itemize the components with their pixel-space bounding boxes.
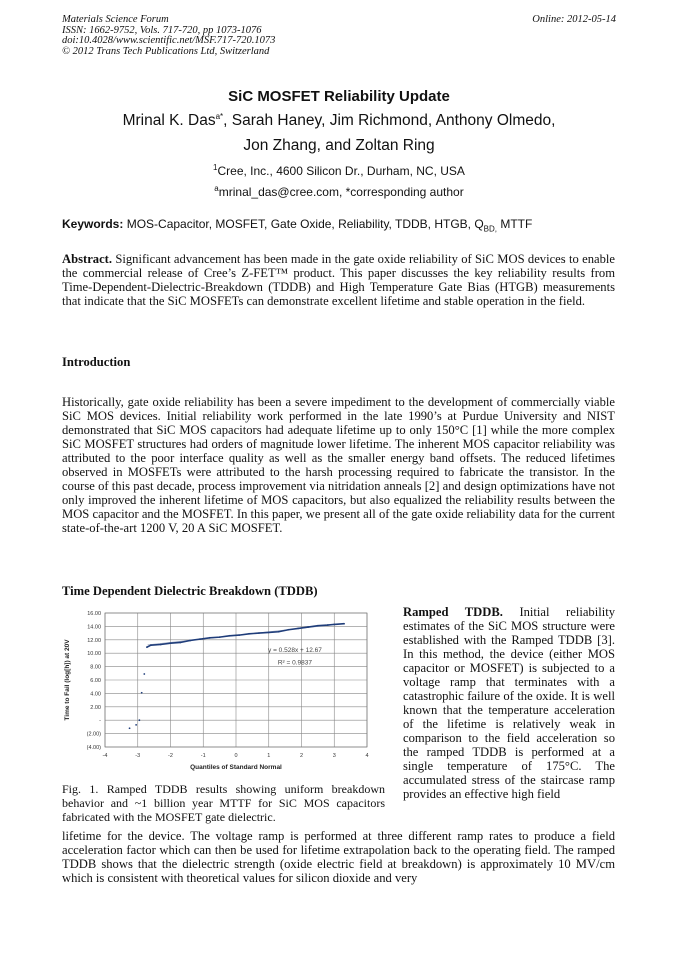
data-point (150, 644, 152, 646)
author-sup: a* (215, 112, 224, 121)
keywords-sub: BD, (483, 224, 498, 234)
keywords-tail: MTTF (497, 217, 533, 231)
abstract-label: Abstract. (62, 252, 113, 266)
y-tick-label: 2.00 (90, 704, 101, 711)
affiliation-text: Cree, Inc., 4600 Silicon Dr., Durham, NC, USA (217, 164, 465, 178)
data-point (278, 631, 280, 633)
data-point (297, 628, 299, 630)
authors-line-2: Jon Zhang, and Zoltan Ring (243, 137, 435, 154)
data-point (138, 719, 140, 721)
email-sup: a (214, 184, 219, 193)
data-point (343, 623, 345, 625)
ramped-tddb-body: Initial reliability estimates of the SiC MOS structure were established with the Ramped TDDB [3]. In this method, the device (either MOS capacitor or MOSFET) is subjected to a voltage ramp that terminates with a catastrophic failure of the oxide. It is well known that the temperature acceleration of the lifetime is relatively weak in comparison to the field acceleration so the ramped TDDB is performed at a single temperature of 175°C. The accumulated stress of the staircase ramp provides an effective high field (403, 605, 615, 801)
data-point (143, 673, 145, 675)
ramped-tddb-label: Ramped TDDB. (403, 605, 503, 619)
affiliation-sup: 1 (213, 163, 218, 172)
x-tick-label: -4 (102, 753, 108, 759)
copyright: © 2012 Trans Tech Publications Ltd, Switzerland (62, 45, 270, 57)
data-point (333, 623, 335, 625)
data-point (238, 634, 240, 636)
data-point (146, 646, 148, 648)
x-tick-label: 1 (267, 753, 271, 759)
y-tick-label: 14.00 (87, 624, 101, 631)
y-axis-label: Time to Fail (log[h]) at 20V (64, 639, 71, 721)
data-point (160, 644, 162, 646)
y-tick-label: - (99, 718, 101, 725)
x-tick-label: 3 (332, 753, 336, 759)
data-point (170, 642, 172, 644)
ramped-tddb-text (403, 605, 615, 801)
online-date: Online: 2012-05-14 (532, 14, 616, 25)
data-point (258, 632, 260, 634)
x-tick-label: 0 (234, 753, 238, 759)
y-tick-label: (2.00) (86, 731, 101, 738)
data-point (219, 636, 221, 638)
data-point (141, 692, 143, 694)
keywords (62, 217, 532, 233)
running-header (62, 15, 275, 57)
data-point (248, 633, 250, 635)
data-point (189, 640, 191, 642)
trendline-equation: y = 0.528x + 12.67 (268, 646, 322, 654)
data-point (327, 624, 329, 626)
data-point (129, 727, 131, 729)
journal-name: Materials Science Forum (62, 14, 169, 25)
y-tick-label: 6.00 (90, 678, 101, 684)
y-tick-label: 12.00 (87, 637, 101, 644)
figure-caption: Fig. 1. Ramped TDDB results showing uniform breakdown behavior and ~1 billion year MTTF for SiC MOS capacitors fabricated with the MOSFET gate dielectric. (62, 782, 385, 824)
tddb-heading: Time Dependent Dielectric Breakdown (TDDB) (62, 584, 318, 598)
y-tick-label: 4.00 (90, 691, 101, 698)
x-tick-label: -1 (200, 753, 206, 759)
x-tick-label: 4 (365, 753, 369, 759)
keywords-label: Keywords: (62, 217, 124, 231)
data-point (199, 638, 201, 640)
authors-line-1 (0, 112, 678, 130)
data-point (268, 632, 270, 634)
abstract-text: Significant advancement has been made in the gate oxide reliability of SiC MOS devices to enable the commercial release of Cree’s Z-FET™ product. This paper discusses the key reliability results from Time-Dependent-Dielectric-Breakdown (TDDB) and High Temperature Gate Bias (HTGB) measurements that indicate that the SiC MOSFETs can demonstrate excellent lifetime and stable operation in the field. (62, 252, 615, 308)
y-tick-label: (4.00) (86, 745, 101, 751)
x-tick-label: -3 (135, 753, 141, 759)
tddb-continued-text: lifetime for the device. The voltage ramp is performed at three different ramp rates to produce a field acceleration factor which can then be used for lifetime extrapolation back to the operating field. The ramped TDDB shows that the dielectric strength (oxide electric field at breakdown) is approximately 10 MV/cm which is consistent with theoretical values for silicon dioxide and very (62, 829, 615, 885)
keywords-text: MOS-Capacitor, MOSFET, Gate Oxide, Reliability, TDDB, HTGB, Q (123, 217, 484, 231)
y-tick-label: 16.00 (87, 611, 101, 617)
authors-rest: , Sarah Haney, Jim Richmond, Anthony Olmedo, (223, 112, 556, 130)
doi: doi:10.4028/www.scientific.net/MSF.717-720.1073 (62, 35, 276, 46)
affiliation (0, 163, 678, 178)
data-series-line (147, 624, 344, 647)
data-point (209, 637, 211, 639)
x-tick-label: 2 (299, 753, 304, 759)
email (0, 184, 678, 199)
abstract (62, 252, 615, 308)
y-tick-label: 8.00 (90, 664, 101, 671)
paper-title: SiC MOSFET Reliability Update (228, 88, 450, 105)
data-point (179, 642, 181, 644)
data-point (307, 626, 309, 628)
r-squared: R² = 0.9837 (277, 659, 313, 667)
x-tick-label: -2 (168, 753, 173, 759)
data-point (288, 629, 290, 631)
data-point (317, 625, 319, 627)
introduction-heading: Introduction (62, 355, 131, 369)
introduction-text: Historically, gate oxide reliability has been a severe impediment to the development of commercially viable SiC MOS devices. Initial reliability work performed in the late 1990’s at Purdue University and NIST demonstrated that SiC MOS capacitors had adequate lifetime up to only 150°C [1] while the more complex SiC MOSFET structures had orders of magnitude lower lifetime. The inherent MOS capacitor reliability was attributed to the poor interface quality as well as the smaller energy band offsets. The reduced lifetimes observed in MOSFETs were attributed to the harsh processing required to fabricate the transistor. In the course of this past decade, process improvement via nitridation anneals [2] and design optimizations have not only improved the inherent lifetime of MOS capacitors, but also equalized the reliability results between the MOS capacitor and the MOSFET. In this paper, we present all of the gate oxide reliability data for the current state-of-the-art 1200 V, 20 A SiC MOSFET. (62, 395, 615, 535)
tddb-chart (55, 600, 385, 780)
x-axis-label: Quantiles of Standard Normal (190, 764, 282, 771)
email-text: mrinal_das@cree.com, *corresponding author (218, 185, 464, 199)
author-name: Mrinal K. Das (122, 112, 216, 130)
issn: ISSN: 1662-9752, Vols. 717-720, pp 1073-1076 (62, 24, 262, 36)
y-tick-label: 10.00 (87, 651, 101, 658)
data-point (229, 635, 231, 637)
data-point (135, 724, 137, 726)
